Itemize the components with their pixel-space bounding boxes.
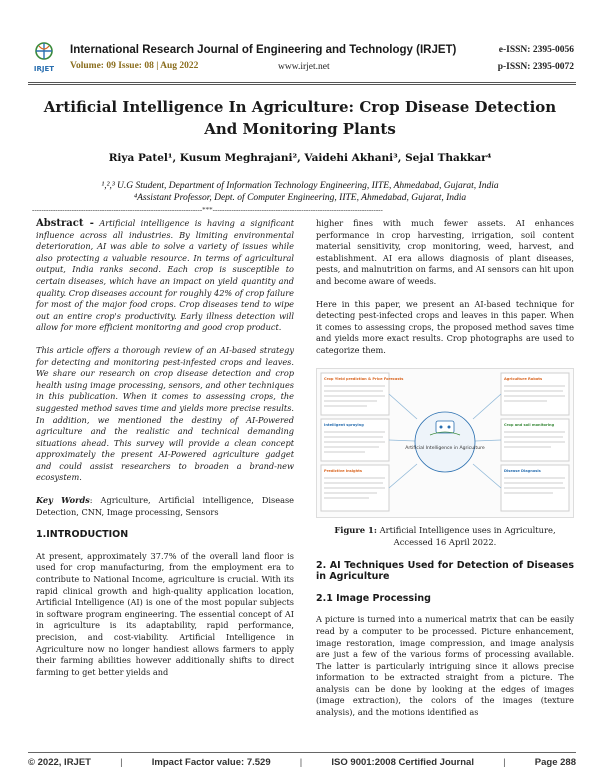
keywords [36,495,294,518]
journal-website-link[interactable]: www.irjet.net [278,62,330,72]
affiliations [40,180,560,204]
abstract-paragraph-2: This article offers a thorough review of an AI-based strategy for detecting and monitoring pest-infested crops and leaves. We share our research on crop disease detection and crop health using image processing, sensors, and other techniques in this publication. When it comes to assessing crops, the suggested method saves time and yields more precise results. In addition, we mentioned the destiny of AI-Powered agriculture and the realistic and technical demanding situations ahead. This survey will provide a clean concept approximately the present AI-Powered agriculture gadget and could assist researchers to broaden a brand-new ecosystem. [36,344,295,483]
header-rule [28,82,576,83]
figure-1-caption [316,524,574,548]
figure-center-label: Artificial Intelligence in Agriculture [405,445,485,451]
abstract-text: Artificial intelligence is having a significant influence across all industries. By limiting environmental deterioration, AI was able to solve a variety of issues while also protecting a valuable resource. In terms of agricultural output, India ranks second. Each crop is susceptible to certain diseases, which have an impact on yield quantity and quality. Crop diseases account for roughly 42% of crop failure for most of the major food crops. Crop diseases tend to wipe out an entire crop's productivity. Early illness detection will allow for more efficient monitoring and good crop product. [36,218,295,333]
figure-box-left-2 [321,419,389,461]
footer-impact-factor: Impact Factor value: 7.529 [151,757,271,768]
affiliation-2: ⁴Assistant Professor, Dept. of Computer Engineering, IITE, Ahmedabad, Gujarat, India [133,193,467,203]
footer-separator: | [120,757,123,768]
figure-caption-text: Artificial Intelligence uses in Agriculture, Accessed 16 April 2022. [376,524,556,547]
volume-issue: Volume: 09 Issue: 08 | Aug 2022 [70,61,199,71]
abstract-label: Abstract - [36,218,94,229]
paper-title: Artificial Intelligence In Agriculture: Crop Disease Detection And Monitoring Plants [43,98,557,138]
footer-iso: ISO 9001:2008 Certified Journal [331,757,474,768]
keywords-text: : Agriculture, Artificial intelligence, Disease Detection, CNN, Image processing, Sensors [36,495,295,517]
section-2-1-paragraph: A picture is turned into a numerical matrix that can be easily read by a computer to be processed. Picture enhancement, image restoration, image compression, and image analysis are just a few of the various forms of processing available. The latter is particularly intriguing since it allows precise information to be extracted straight from a picture. The analysis can be done by looking at the edges of images (image extraction), the colors of the images (texture analysis), and the motions identified as [316,614,574,718]
irjet-logo-icon [30,40,58,74]
svg-text:Disease Diagnosis: Disease Diagnosis [504,468,541,473]
author-list: Riya Patel¹, Kusum Meghrajani², Vaidehi Akhani³, Sejal Thakkar⁴ [108,152,492,164]
footer-rule [28,752,576,753]
right-column [316,218,574,730]
page-footer [28,757,576,768]
figure-box-right-2 [501,419,569,461]
intro-paragraph: At present, approximately 37.7% of the overall land floor is used for crop manufacturing, from the employment era to contribute to National Income, agriculture is crucial. With its rapid clinical growth and high-quality application location, Artificial Intelligence (AI) is one of the most popular subjects in software program engineering. The essential concept of AI in agriculture is its adaptability, rapid performance, precision, and cost-viability. Artificial Intelligence in Agriculture now no longer handiest allows farmers to apply their farming abilities however additionally shifts to direct farming to get better yields and [36,550,294,677]
svg-text:IRJET: IRJET [33,65,55,73]
figure-1-diagram [317,369,573,517]
keywords-label: Key Words [36,495,90,506]
figure-box-right-1 [501,373,569,415]
svg-text:Intelligent spraying: Intelligent spraying [324,422,364,427]
journal-name: International Research Journal of Engineering and Technology (IRJET) [70,44,457,56]
figure-caption-label: Figure 1: [334,524,377,535]
affiliation-1: ¹,²,³ U.G Student, Department of Information Technology Engineering, IITE, Ahmedabad, Gujarat, India [101,181,499,191]
section-2-1-heading: 2.1 Image Processing [316,592,431,604]
section-divider: -------------------------------------------------------------------------***------------------------------------------------------------------------- [32,206,383,214]
pissn: p-ISSN: 2395-0072 [497,62,574,72]
footer-copyright: © 2022, IRJET [28,757,91,768]
svg-text:Crop Yield prediction & Price: Crop Yield prediction & Price Forecasts [324,376,404,381]
figure-1 [316,368,574,518]
method-paragraph: Here in this paper, we present an AI-based technique for detecting pest-infected crops and leaves in this paper. When it comes to assessing crops, the proposed method saves time and yields more exact results. Crop photographs are used to categorize them. [316,298,574,355]
figure-box-left-1 [321,373,403,415]
left-column [36,218,294,689]
footer-separator: | [299,757,303,768]
svg-text:Predictive Insights: Predictive Insights [324,468,363,473]
intro-heading: 1.INTRODUCTION [36,529,129,541]
journal-header [28,40,576,82]
svg-text:Agriculture Robots: Agriculture Robots [504,376,543,381]
abstract [36,218,294,334]
footer-separator: | [503,757,506,768]
header-rule-2 [28,84,576,85]
eissn: e-ISSN: 2395-0056 [498,45,574,55]
intro-continued: higher fines with much fewer assets. AI enhances performance in crop harvesting, irrigation, soil content material sensitivity, crop monitoring, weed, harvest, and establishment. AI era allows diagnosis of plant diseases, pests, and malnutrition on farms, and AI sensors can hit upon and become aware of weeds. [316,218,574,286]
svg-text:Crop and soil monitoring: Crop and soil monitoring [504,422,555,427]
section-2-heading: 2. AI Techniques Used for Detection of Diseases in Agriculture [316,559,574,583]
footer-page-number: Page 288 [534,757,576,768]
